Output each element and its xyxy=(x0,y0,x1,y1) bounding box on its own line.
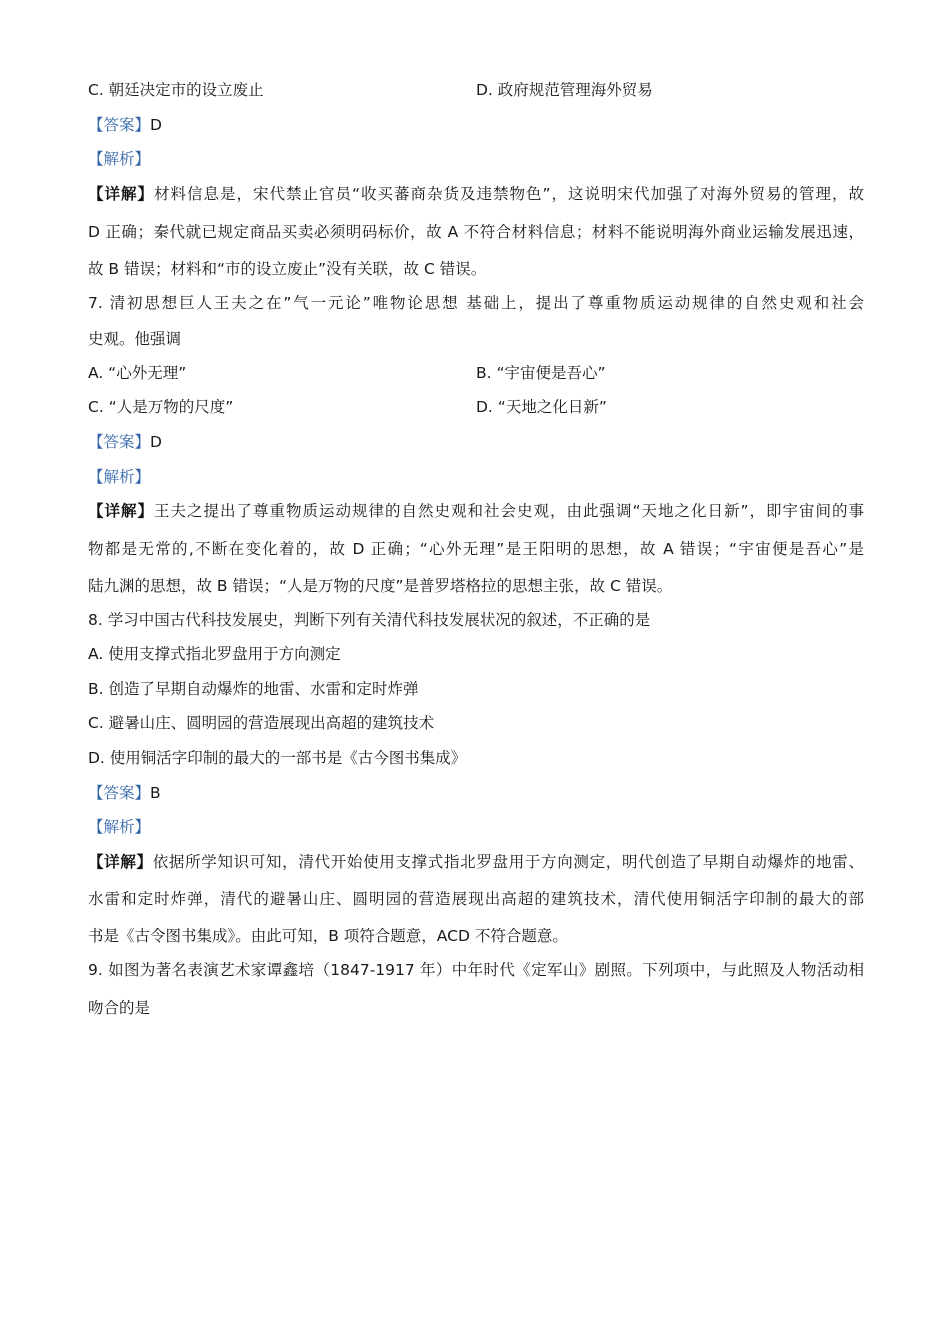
analysis-tag: 【解析】 xyxy=(88,468,151,486)
answer-tag: 【答案】 xyxy=(88,784,151,802)
q7-stem-line-2: 史观。他强调 xyxy=(88,330,182,348)
q8-detail-line-2: 水雷和定时炸弹，清代的避暑山庄、圆明园的营造展现出高超的建筑技术，清代使用铜活字印制的最大的部 xyxy=(88,890,864,908)
q8-option-a: A. 使用支撑式指北罗盘用于方向测定 xyxy=(88,645,341,663)
q6-detail-line-2: D 正确；秦代就已规定商品买卖必须明码标价，故 A 不符合材料信息；材料不能说明海外商业运输发展迅速， xyxy=(88,223,864,241)
q6-detail-line-3: 故 B 错误；材料和“市的设立废止”没有关联，故 C 错误。 xyxy=(88,260,487,278)
q6-answer xyxy=(88,114,162,136)
answer-value: D xyxy=(150,433,162,451)
q7-detail-line-3: 陆九渊的思想，故 B 错误；“人是万物的尺度”是普罗塔格拉的思想主张，故 C 错误。 xyxy=(88,577,673,595)
analysis-tag: 【解析】 xyxy=(88,150,151,168)
detail-tag: 【详解】 xyxy=(88,502,154,520)
answer-value: B xyxy=(150,784,161,802)
detail-text: 材料信息是，宋代禁止官员“收买蕃商杂货及违禁物色”，这说明宋代加强了对海外贸易的管理，故 xyxy=(154,185,864,203)
q8-stem: 8. 学习中国古代科技发展史，判断下列有关清代科技发展状况的叙述，不正确的是 xyxy=(88,611,651,629)
q8-option-c: C. 避暑山庄、圆明园的营造展现出高超的建筑技术 xyxy=(88,714,435,732)
q8-detail-line-3: 书是《古令图书集成》。由此可知，B 项符合题意，ACD 不符合题意。 xyxy=(88,927,568,945)
q7-option-d: D. “天地之化日新” xyxy=(476,398,607,416)
q6-detail-line-1 xyxy=(88,183,864,205)
answer-value: D xyxy=(150,116,162,134)
q8-detail-line-1 xyxy=(88,851,864,873)
q6-option-d: D. 政府规范管理海外贸易 xyxy=(476,81,653,99)
detail-text: 王夫之提出了尊重物质运动规律的自然史观和社会史观，由此强调“天地之化日新”，即宇宙间的事 xyxy=(154,502,864,520)
detail-tag: 【详解】 xyxy=(88,853,153,871)
q7-answer xyxy=(88,431,162,453)
detail-text: 依据所学知识可知，清代开始使用支撑式指北罗盘用于方向测定，明代创造了早期自动爆炸的地雷、 xyxy=(152,853,864,871)
q7-analysis-tag xyxy=(88,466,150,488)
q8-option-d: D. 使用铜活字印制的最大的一部书是《古今图书集成》 xyxy=(88,749,467,767)
q8-analysis-tag xyxy=(88,816,150,838)
detail-tag: 【详解】 xyxy=(88,185,154,203)
q6-analysis-tag xyxy=(88,148,150,170)
q7-option-b: B. “宇宙便是吾心” xyxy=(476,364,606,382)
q7-stem-line-1: 7. 清初思想巨人王夫之在”气一元论”唯物论思想 基础上，提出了尊重物质运动规律的自然史观和社会 xyxy=(88,294,864,312)
q8-option-b: B. 创造了早期自动爆炸的地雷、水雷和定时炸弹 xyxy=(88,680,419,698)
q8-answer xyxy=(88,782,161,804)
q9-stem-line-1: 9. 如图为著名表演艺术家谭鑫培（1847-1917 年）中年时代《定军山》剧照。下列项中，与此照及人物活动相 xyxy=(88,961,864,979)
answer-tag: 【答案】 xyxy=(88,433,151,451)
q9-stem-line-2: 吻合的是 xyxy=(88,999,151,1017)
q7-detail-line-2: 物都是无常的,不断在变化着的，故 D 正确；“心外无理”是王阳明的思想，故 A 错误；“宇宙便是吾心”是 xyxy=(88,540,864,558)
q7-option-c: C. “人是万物的尺度” xyxy=(88,398,234,416)
q7-option-a: A. “心外无理” xyxy=(88,364,187,382)
answer-tag: 【答案】 xyxy=(88,116,151,134)
analysis-tag: 【解析】 xyxy=(88,818,151,836)
q7-detail-line-1 xyxy=(88,500,864,522)
q6-option-c: C. 朝廷决定市的设立废止 xyxy=(88,81,264,99)
